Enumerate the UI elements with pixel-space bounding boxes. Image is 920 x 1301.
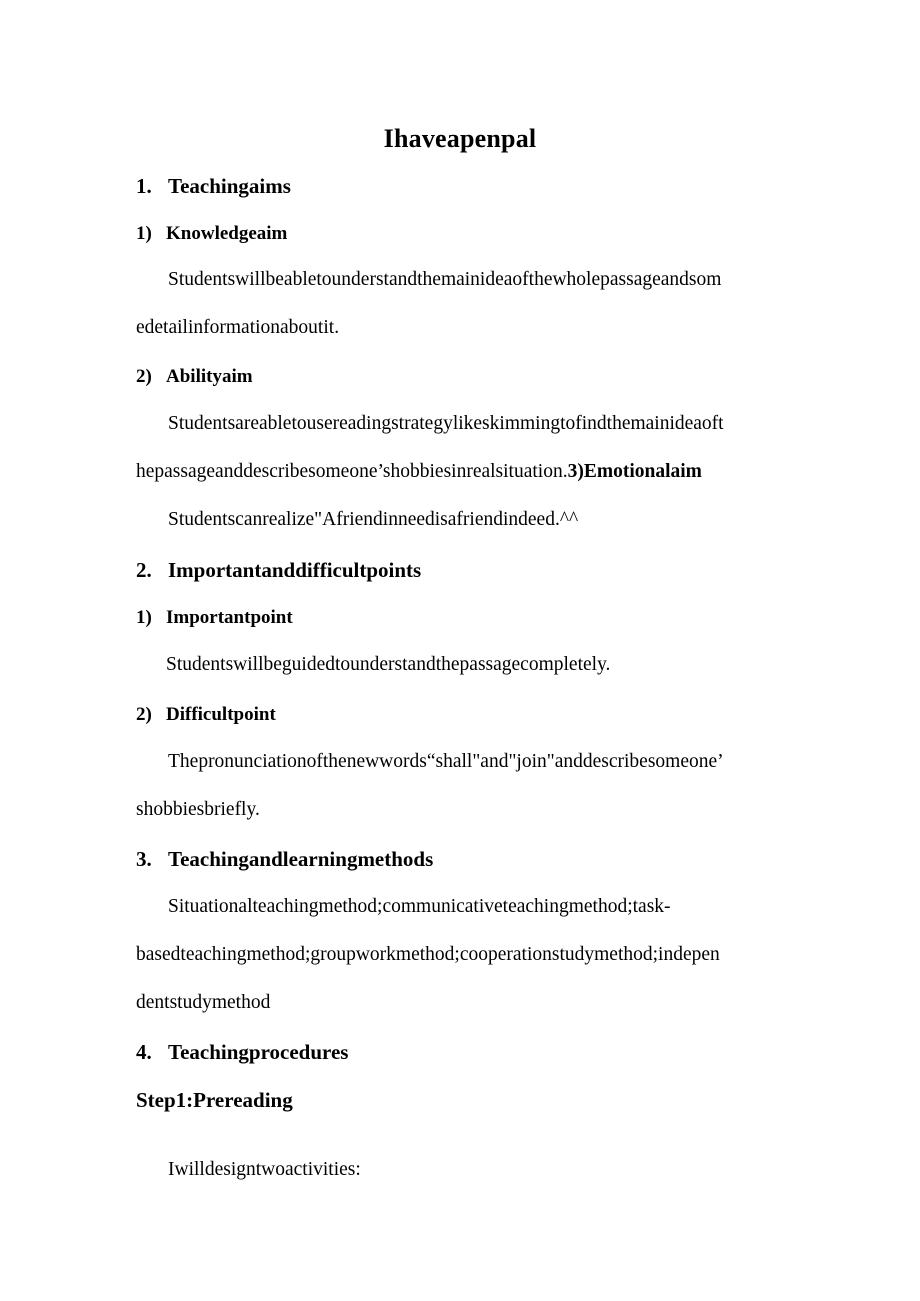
- subheading-text: Importantpoint: [166, 607, 293, 628]
- subheading-number: 1): [136, 607, 152, 628]
- paragraph-line: Situationalteachingmethod;communicativeteachingmethod;task-: [168, 896, 671, 917]
- page-title: Ihaveapenpal: [383, 124, 537, 153]
- subheading-knowledge-aim: [136, 224, 287, 243]
- section-heading-important-difficult-points: [136, 560, 421, 581]
- paragraph-line: shobbiesbriefly.: [136, 799, 260, 820]
- paragraph-line: edetailinformationaboutit.: [136, 317, 340, 338]
- paragraph-line: Iwilldesigntwoactivities:: [168, 1159, 361, 1180]
- step-heading-prereading: Step1:Prereading: [136, 1088, 293, 1112]
- subheading-text: Abilityaim: [166, 366, 253, 387]
- paragraph-line: Studentswillbeguidedtounderstandthepassagecompletely.: [166, 654, 611, 675]
- subheading-emotional-aim: 3)Emotionalaim: [567, 461, 702, 482]
- subheading-text: Knowledgeaim: [166, 223, 288, 244]
- paragraph-line: Studentscanrealize"Afriendinneedisafriendindeed.^^: [168, 509, 579, 530]
- paragraph-line: basedteachingmethod;groupworkmethod;cooperationstudymethod;indepen: [136, 944, 720, 965]
- section-number: 2.: [136, 558, 152, 582]
- paragraph-line: dentstudymethod: [136, 992, 271, 1013]
- section-heading-teaching-procedures: [136, 1042, 348, 1063]
- subheading-number: 1): [136, 223, 152, 244]
- subheading-number: 2): [136, 366, 152, 387]
- section-heading-text: Teachingaims: [168, 174, 291, 198]
- paragraph-line: Thepronunciationofthenewwords“shall"and"join"anddescribesomeone’: [168, 751, 724, 772]
- paragraph-line: Studentswillbeabletounderstandthemainideaofthewholepassageandsom: [168, 269, 722, 290]
- section-heading-text: Importantanddifficultpoints: [168, 558, 422, 582]
- subheading-number: 2): [136, 704, 152, 725]
- section-heading-text: Teachingprocedures: [168, 1040, 349, 1064]
- section-heading-teaching-learning-methods: [136, 849, 433, 870]
- subheading-text: Difficultpoint: [166, 704, 276, 725]
- section-number: 4.: [136, 1040, 152, 1064]
- section-heading-teaching-aims: [136, 176, 291, 197]
- section-number: 1.: [136, 174, 152, 198]
- paragraph-text: hepassageanddescribesomeone’shobbiesinrealsituation.: [136, 461, 568, 482]
- subheading-ability-aim: [136, 367, 253, 386]
- subheading-important-point: [136, 608, 293, 627]
- paragraph-line: Studentsareabletousereadingstrategylikeskimmingtofindthemainideaoft: [168, 413, 724, 434]
- subheading-difficult-point: [136, 705, 276, 724]
- section-heading-text: Teachingandlearningmethods: [168, 847, 434, 871]
- paragraph-line-with-inline-heading: [136, 462, 702, 482]
- section-number: 3.: [136, 847, 152, 871]
